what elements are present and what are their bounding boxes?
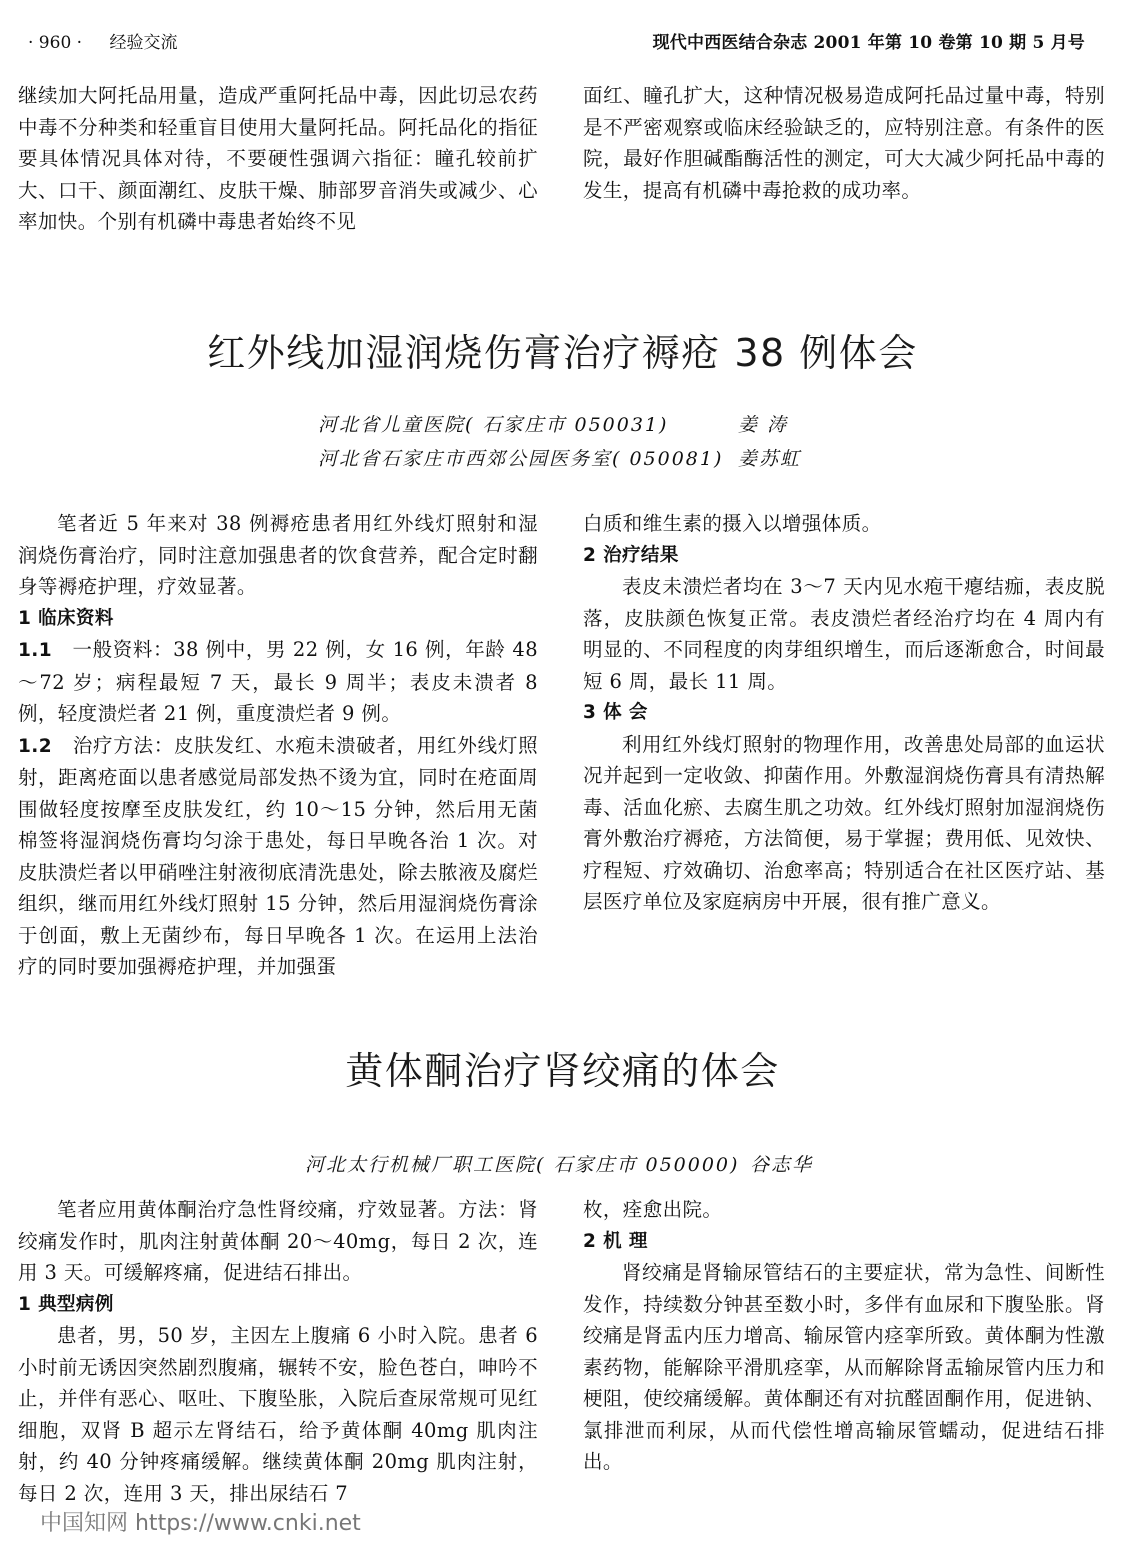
- journal-info: 现代中西医结合杂志 2001 年第 10 卷第 10 期 5 月号: [652, 33, 1085, 53]
- article2-right-column: [583, 1194, 1105, 1478]
- prev-article-right-column: [583, 80, 1105, 206]
- article1-left-column: [18, 508, 538, 983]
- section-heading: 1 典型病例: [18, 1293, 114, 1315]
- subsection-1-2: [18, 730, 538, 983]
- prev-article-left-text: 继续加大阿托品用量，造成严重阿托品中毒，因此切忌农药中毒不分种类和轻重盲目使用大量阿托品。阿托品化的指征要具体情况具体对待，不要硬性强调六指征：瞳孔较前扩大、口干、颜面潮红、皮肤干燥、肺部罗音消失或减少、心率加快。个别有机磷中毒患者始终不见: [18, 84, 538, 233]
- subsection-number: 1.1: [18, 640, 52, 661]
- results-paragraph: 表皮未溃烂者均在 3～7 天内见水疱干瘪结痂，表皮脱落，皮肤颜色恢复正常。表皮溃烂者经治疗均在 4 周内有明显的、不同程度的肉芽组织增生，而后逐渐愈合，时间最短 6 周，最长 11 周。: [583, 575, 1105, 693]
- article2-title: 黄体酮治疗肾绞痛的体会: [345, 1049, 780, 1093]
- section-heading: 3 体 会: [583, 702, 648, 723]
- section-heading: 2 机 理: [583, 1230, 648, 1252]
- article1-intro: 笔者近 5 年来对 38 例褥疮患者用红外线灯照射和湿润烧伤膏治疗，同时注意加强患者的饮食营养，配合定时翻身等褥疮护理，疗效显著。: [18, 512, 538, 598]
- section-name: 经验交流: [109, 33, 178, 53]
- subsection-number: 1.2: [18, 735, 52, 757]
- author-name: 姜苏虹: [738, 448, 802, 470]
- article1-affiliation-2: [318, 444, 838, 474]
- affiliation-org: 河北太行机械厂职工医院( 石家庄市 050000): [305, 1154, 740, 1176]
- section-heading: 2 治疗结果: [583, 544, 679, 566]
- subsection-text: 一般资料：38 例中，男 22 例，女 16 例，年龄 48～72 岁；病程最短 7 天，最长 9 周半；表皮未溃者 8 例，轻度溃烂者 21 例，重度溃烂者 9 例。: [18, 638, 539, 725]
- article1-right-column: [583, 508, 1105, 918]
- mechanism-paragraph: 肾绞痛是肾输尿管结石的主要症状，常为急性、间断性发作，持续数分钟甚至数小时，多伴有血尿和下腹坠胀。肾绞痛是肾盂内压力增高、输尿管内痉挛所致。黄体酮为性激素药物，能解除平滑肌痉挛，从而解除肾盂输尿管内压力和梗阻，使绞痛缓解。黄体酮还有对抗醛固酮作用，促进钠、氯排泄而利尿，从而代偿性增高输尿管蠕动，促进结石排出。: [583, 1261, 1105, 1473]
- author-name: 谷志华: [750, 1154, 814, 1176]
- prev-article-left-column: [18, 80, 538, 238]
- prev-article-right-text: 面红、瞳孔扩大，这种情况极易造成阿托品过量中毒，特别是不严密观察或临床经验缺乏的，应特别注意。有条件的医院，最好作胆碱酯酶活性的测定，可大大减少阿托品中毒的发生，提高有机磷中毒抢救的成功率。: [583, 84, 1105, 202]
- affiliation-org: 河北省儿童医院( 石家庄市 050031): [318, 414, 669, 436]
- continued-text: 枚，痊愈出院。: [583, 1198, 723, 1221]
- page-number: · 960 ·: [28, 33, 83, 53]
- page-header: [28, 28, 1085, 56]
- cnki-watermark: 中国知网 https://www.cnki.net: [40, 1511, 361, 1536]
- continued-text: 白质和维生素的摄入以增强体质。: [583, 512, 882, 535]
- article2-left-column: [18, 1194, 538, 1509]
- affiliation-org: 河北省石家庄市西郊公园医务室( 050081): [318, 448, 724, 470]
- subsection-text: 治疗方法：皮肤发红、水疱未溃破者，用红外线灯照射，距离疮面以患者感觉局部发热不烫为宜，同时在疮面周围做轻度按摩至皮肤发红，约 10～15 分钟，然后用无菌棉签将湿润烧伤膏均匀涂于患处，每日早晚各治 1 次。对皮肤溃烂者以甲硝唑注射液彻底清洗患处，除去脓液及腐烂组织，继而用红外线灯照射 15 分钟，然后用湿润烧伤膏涂于创面，敷上无菌纱布，每日早晚各 1 次。在运用上法治疗的同时要加强褥疮护理，并加强蛋: [18, 733, 539, 978]
- author-name: 姜 涛: [738, 414, 789, 436]
- article1-title: 红外线加湿润烧伤膏治疗褥疮 38 例体会: [207, 331, 918, 375]
- subsection-1-1: [18, 634, 538, 730]
- header-left: [28, 28, 177, 53]
- article2-affiliation: [305, 1150, 865, 1180]
- article2-intro: 笔者应用黄体酮治疗急性肾绞痛，疗效显著。方法：肾绞痛发作时，肌肉注射黄体酮 20～40mg，每日 2 次，连用 3 天。可缓解疼痛，促进结石排出。: [18, 1198, 538, 1284]
- article1-affiliation-1: [318, 410, 838, 440]
- section-heading: 1 临床资料: [18, 607, 114, 629]
- discussion-paragraph: 利用红外线灯照射的物理作用，改善患处局部的血运状况并起到一定收敛、抑菌作用。外敷湿润烧伤膏具有清热解毒、活血化瘀、去腐生肌之功效。红外线灯照射加湿润烧伤膏外敷治疗褥疮，方法简便，易于掌握；费用低、见效快、疗程短、疗效确切、治愈率高；特别适合在社区医疗站、基层医疗单位及家庭病房中开展，很有推广意义。: [583, 732, 1105, 913]
- case-paragraph: 患者，男，50 岁，主因左上腹痛 6 小时入院。患者 6 小时前无诱因突然剧烈腹痛，辗转不安，脸色苍白，呻吟不止，并伴有恶心、呕吐、下腹坠胀，入院后查尿常规可见红细胞，双肾 B 超示左肾结石，给予黄体酮 40mg 肌肉注射，约 40 分钟疼痛缓解。继续黄体酮 20mg 肌肉注射，每日 2 次，连用 3 天，排出尿结石 7: [18, 1324, 538, 1505]
